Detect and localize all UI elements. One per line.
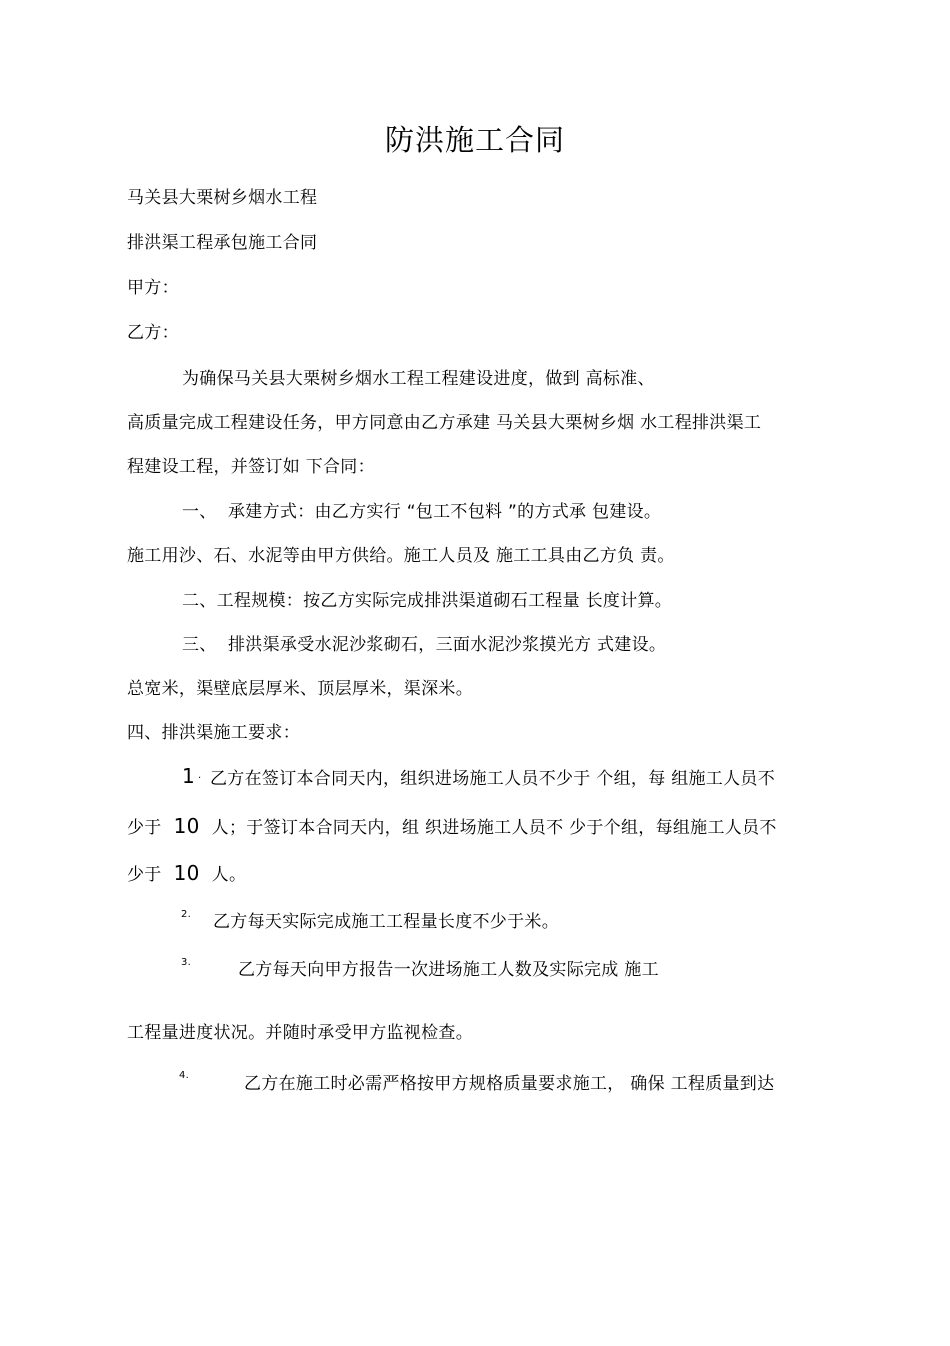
party-b-label: 乙方： — [127, 323, 179, 343]
clause-1-number: 一、 — [182, 502, 217, 522]
item-3-number: 3. — [181, 957, 192, 968]
item-1-line-2 — [127, 815, 777, 839]
header-contract-name: 排洪渠工程承包施工合同 — [127, 233, 318, 253]
document-title: 防洪施工合同 — [384, 123, 565, 157]
intro-line-2: 高质量完成工程建设任务，甲方同意由乙方承建 马关县大栗树乡烟 水工程排洪渠工 — [127, 413, 762, 433]
item-1-number — [182, 765, 202, 789]
item-3-line-1: 乙方每天向甲方报告一次进场施工人数及实际完成 施工 — [238, 960, 659, 980]
item-1-line-2-text: 人；于签订本合同天内，组 织进场施工人员不 少于个组，每组施工人员不 — [211, 818, 777, 838]
clause-4-heading: 四、排洪渠施工要求： — [127, 723, 300, 743]
item-1-line-1: 乙方在签订本合同天内，组织进场施工人员不少于 个组，每 组施工人员不 — [210, 769, 776, 789]
clause-3-number: 三、 — [182, 635, 217, 655]
item-1-dot: . — [198, 770, 202, 781]
item-1-line-3 — [127, 862, 246, 886]
clause-3-line-1: 排洪渠承受水泥沙浆砌石，三面水泥沙浆摸光方 式建设。 — [228, 635, 667, 655]
item-1-digit: 1 — [182, 764, 196, 788]
item-1-line-2-prefix: 少于 — [127, 818, 162, 838]
header-project-name: 马关县大栗树乡烟水工程 — [127, 188, 318, 208]
clause-1-line-1: 承建方式：由乙方实行 “包工不包料 ”的方式承 包建设。 — [228, 502, 662, 522]
item-4-text: 乙方在施工时必需严格按甲方规格质量要求施工， 确保 工程质量到达 — [244, 1074, 775, 1094]
intro-line-1: 为确保马关县大栗树乡烟水工程工程建设进度，做到 高标准、 — [182, 369, 655, 389]
intro-line-3: 程建设工程，并签订如 下合同： — [127, 457, 375, 477]
item-1-line-3-number: 10 — [173, 861, 200, 885]
party-a-label: 甲方： — [127, 278, 179, 298]
clause-3-line-2: 总宽米，渠壁底层厚米、顶层厚米，渠深米。 — [127, 679, 473, 699]
item-1-line-3-text: 人。 — [211, 865, 247, 885]
clause-1-line-2: 施工用沙、石、水泥等由甲方供给。施工人员及 施工工具由乙方负 责。 — [127, 546, 675, 566]
item-1-line-3-prefix: 少于 — [127, 865, 162, 885]
item-2-number: 2. — [181, 909, 192, 920]
item-2-text: 乙方每天实际完成施工工程量长度不少于米。 — [213, 912, 559, 932]
item-1-line-2-number: 10 — [173, 814, 200, 838]
clause-2: 二、工程规模：按乙方实际完成排洪渠道砌石工程量 长度计算。 — [182, 591, 673, 611]
item-3-line-2: 工程量进度状况。并随时承受甲方监视检查。 — [127, 1023, 473, 1043]
item-4-number: 4. — [179, 1070, 190, 1081]
